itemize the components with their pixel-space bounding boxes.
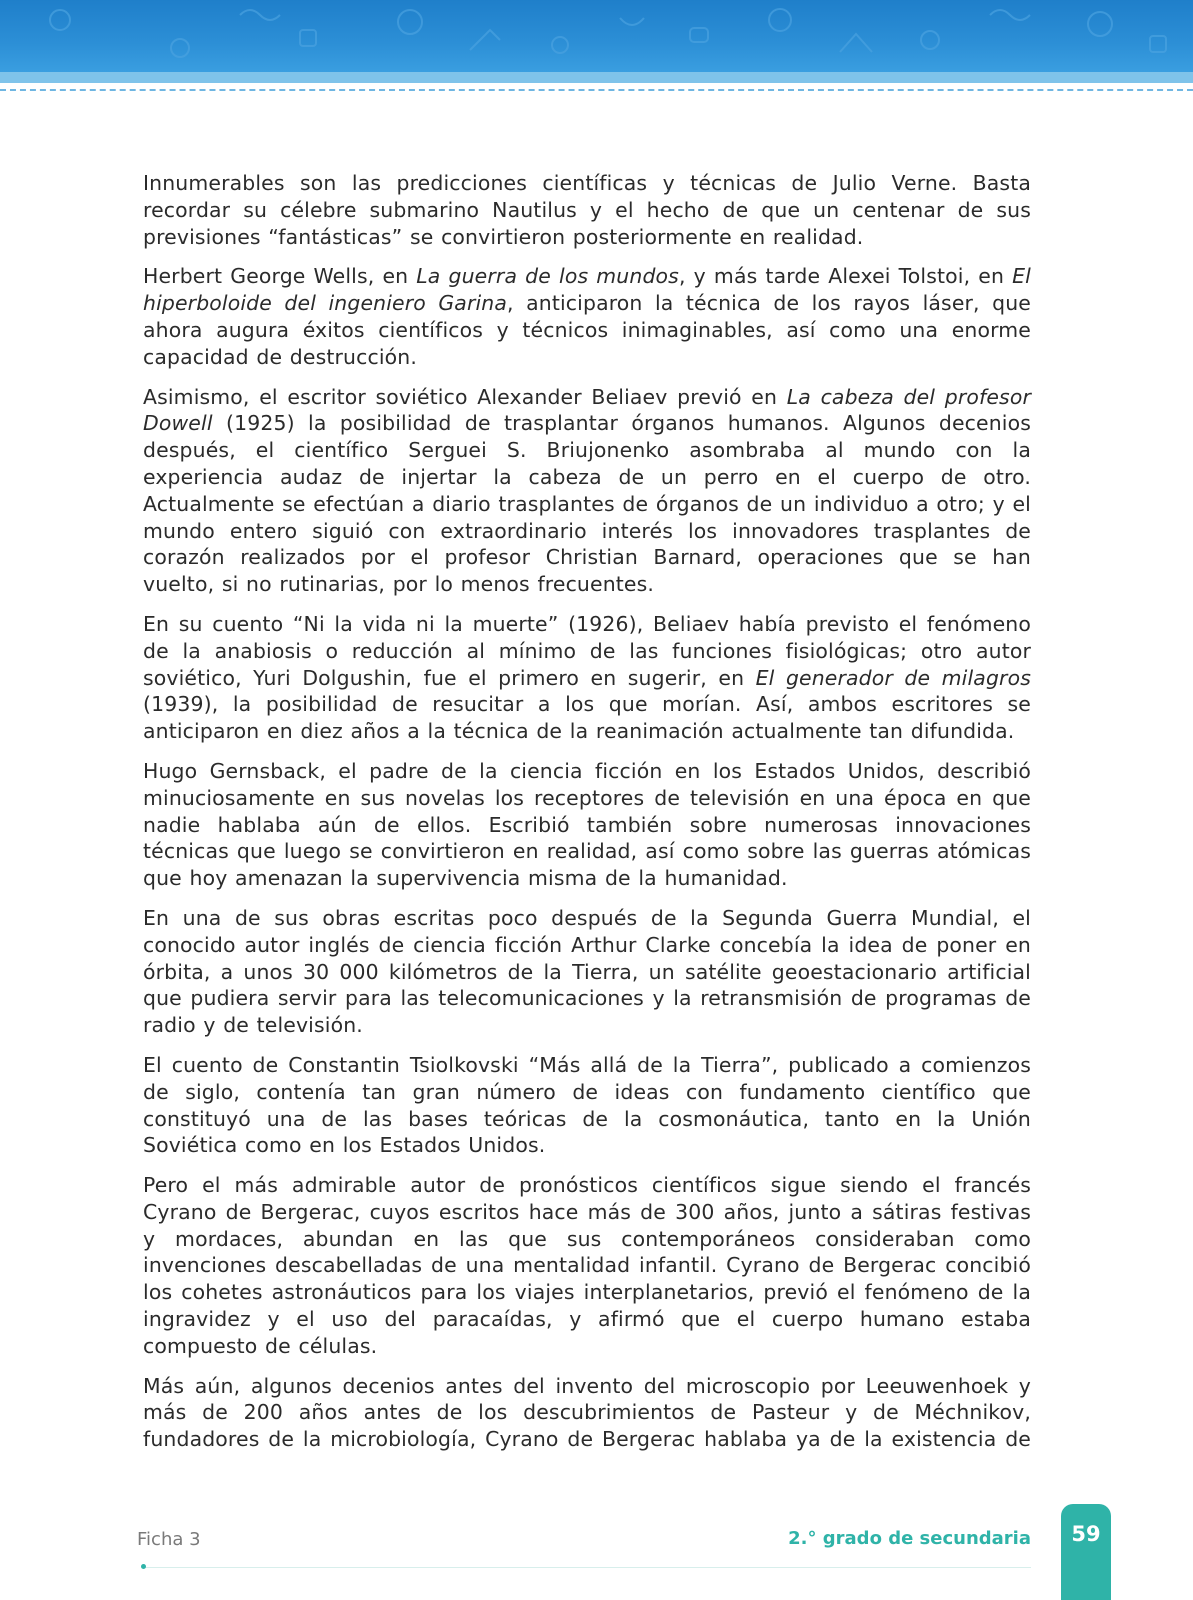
paragraph <box>143 1172 1031 1360</box>
doodle-pattern <box>0 0 1193 72</box>
header-dashed-divider <box>0 89 1193 91</box>
paragraph-text: , y más tarde Alexei Tolstoi, en <box>678 264 1013 289</box>
paragraph <box>143 1052 1031 1159</box>
paragraph-text: Asimismo, el escritor soviético Alexander Beliaev previó en <box>143 384 787 409</box>
footer-section-label: Ficha 3 <box>137 1529 201 1550</box>
page-number-tab <box>1061 1504 1111 1600</box>
footer-dot <box>141 1564 146 1569</box>
header-stripe <box>0 72 1193 83</box>
paragraph-text: , anticiparon la técnica de los rayos láser, que ahora augura éxitos científicos y técnicos inimaginables, así como una enorme capacidad de destrucción. <box>143 291 1031 369</box>
paragraph <box>143 1373 1031 1453</box>
footer-divider <box>143 1567 1031 1568</box>
paragraph-text: (1939), la posibilidad de resucitar a los que morían. Así, ambos escritores se anticiparon en diez años a la técnica de la reanimación actualmente tan difundida. <box>143 692 1031 744</box>
header-banner <box>0 0 1193 72</box>
paragraph-text: El cuento de Constantin Tsiolkovski “Más allá de la Tierra”, publicado a comienzos de siglo, contenía tan gran número de ideas con fundamento científico que constituyó una de las bases teóricas de la cosmonáutica, tanto en la Unión Soviética como en los Estados Unidos. <box>143 1052 1031 1158</box>
paragraph <box>143 170 1031 250</box>
paragraph <box>143 611 1031 745</box>
book-title: La guerra de los mundos <box>416 264 679 289</box>
paragraph-text: (1925) la posibilidad de trasplantar órganos humanos. Algunos decenios después, el científico Serguei S. Briujonenko asombraba al mundo con la experiencia audaz de injertar la cabeza de un perro en el cuerpo de otro. Actualmente se efectúan a diario trasplantes de órganos de un individuo a otro; y el mundo entero siguió con extraordinario interés los innovadores trasplantes de corazón realizados por el profesor Christian Barnard, operaciones que se han vuelto, si no rutinarias, por lo menos frecuentes. <box>143 411 1031 597</box>
book-title: El generador de milagros <box>755 665 1031 690</box>
paragraph-text: Más aún, algunos decenios antes del invento del microscopio por Leeuwenhoek y más de 200 años antes de los descubrimientos de Pasteur y de Méchnikov, fundadores de la microbiología, Cyrano de Bergerac hablaba ya de la existencia de <box>143 1373 1031 1452</box>
paragraph <box>143 384 1031 598</box>
book-title: El hiperboloide del ingeniero Garina <box>143 264 1031 316</box>
book-title: La cabeza del profesor Dowell <box>143 384 1031 436</box>
page-number: 59 <box>1071 1522 1101 1546</box>
paragraph-text: Innumerables son las predicciones científicas y técnicas de Julio Verne. Basta recordar su célebre submarino Nautilus y el hecho de que un centenar de sus previsiones “fantásticas” se convirtieron posteriormente en realidad. <box>143 171 1031 249</box>
paragraph-text: Pero el más admirable autor de pronósticos científicos sigue siendo el francés Cyrano de Bergerac, cuyos escritos hace más de 300 años, junto a sátiras festivas y mordaces, abundan en las que sus contemporáneos consideraban como invenciones descabelladas de una mentalidad infantil. Cyrano de Bergerac concibió los cohetes astronáuticos para los viajes interplanetarios, previó el fenómeno de la ingravidez y el uso del paracaídas, y afirmó que el cuerpo humano estaba compuesto de células. <box>143 1173 1031 1358</box>
footer-grade-label: 2.° grado de secundaria <box>788 1528 1031 1549</box>
paragraph-text: Herbert George Wells, en <box>143 264 417 289</box>
paragraph-text: En su cuento “Ni la vida ni la muerte” (1926), Beliaev había previsto el fenómeno de la anabiosis o reducción al mínimo de las funciones fisiológicas; otro autor soviético, Yuri Dolgushin, fue el primero en sugerir, en <box>143 611 1031 690</box>
paragraph <box>143 758 1031 892</box>
paragraph-text: Hugo Gernsback, el padre de la ciencia ficción en los Estados Unidos, describió minuciosamente en sus novelas los receptores de televisión en una época en que nadie hablaba aún de ellos. Escribió también sobre numerosas innovaciones técnicas que luego se convirtieron en realidad, así como sobre las guerras atómicas que hoy amenazan la supervivencia misma de la humanidad. <box>143 758 1031 891</box>
paragraph <box>143 263 1031 370</box>
article-body <box>143 170 1031 1466</box>
paragraph <box>143 905 1031 1039</box>
paragraph-text: En una de sus obras escritas poco después de la Segunda Guerra Mundial, el conocido autor inglés de ciencia ficción Arthur Clarke concebía la idea de poner en órbita, a unos 30 000 kilómetros de la Tierra, un satélite geoestacionario artificial que pudiera servir para las telecomunicaciones y la retransmisión de programas de radio y de televisión. <box>143 905 1031 1038</box>
